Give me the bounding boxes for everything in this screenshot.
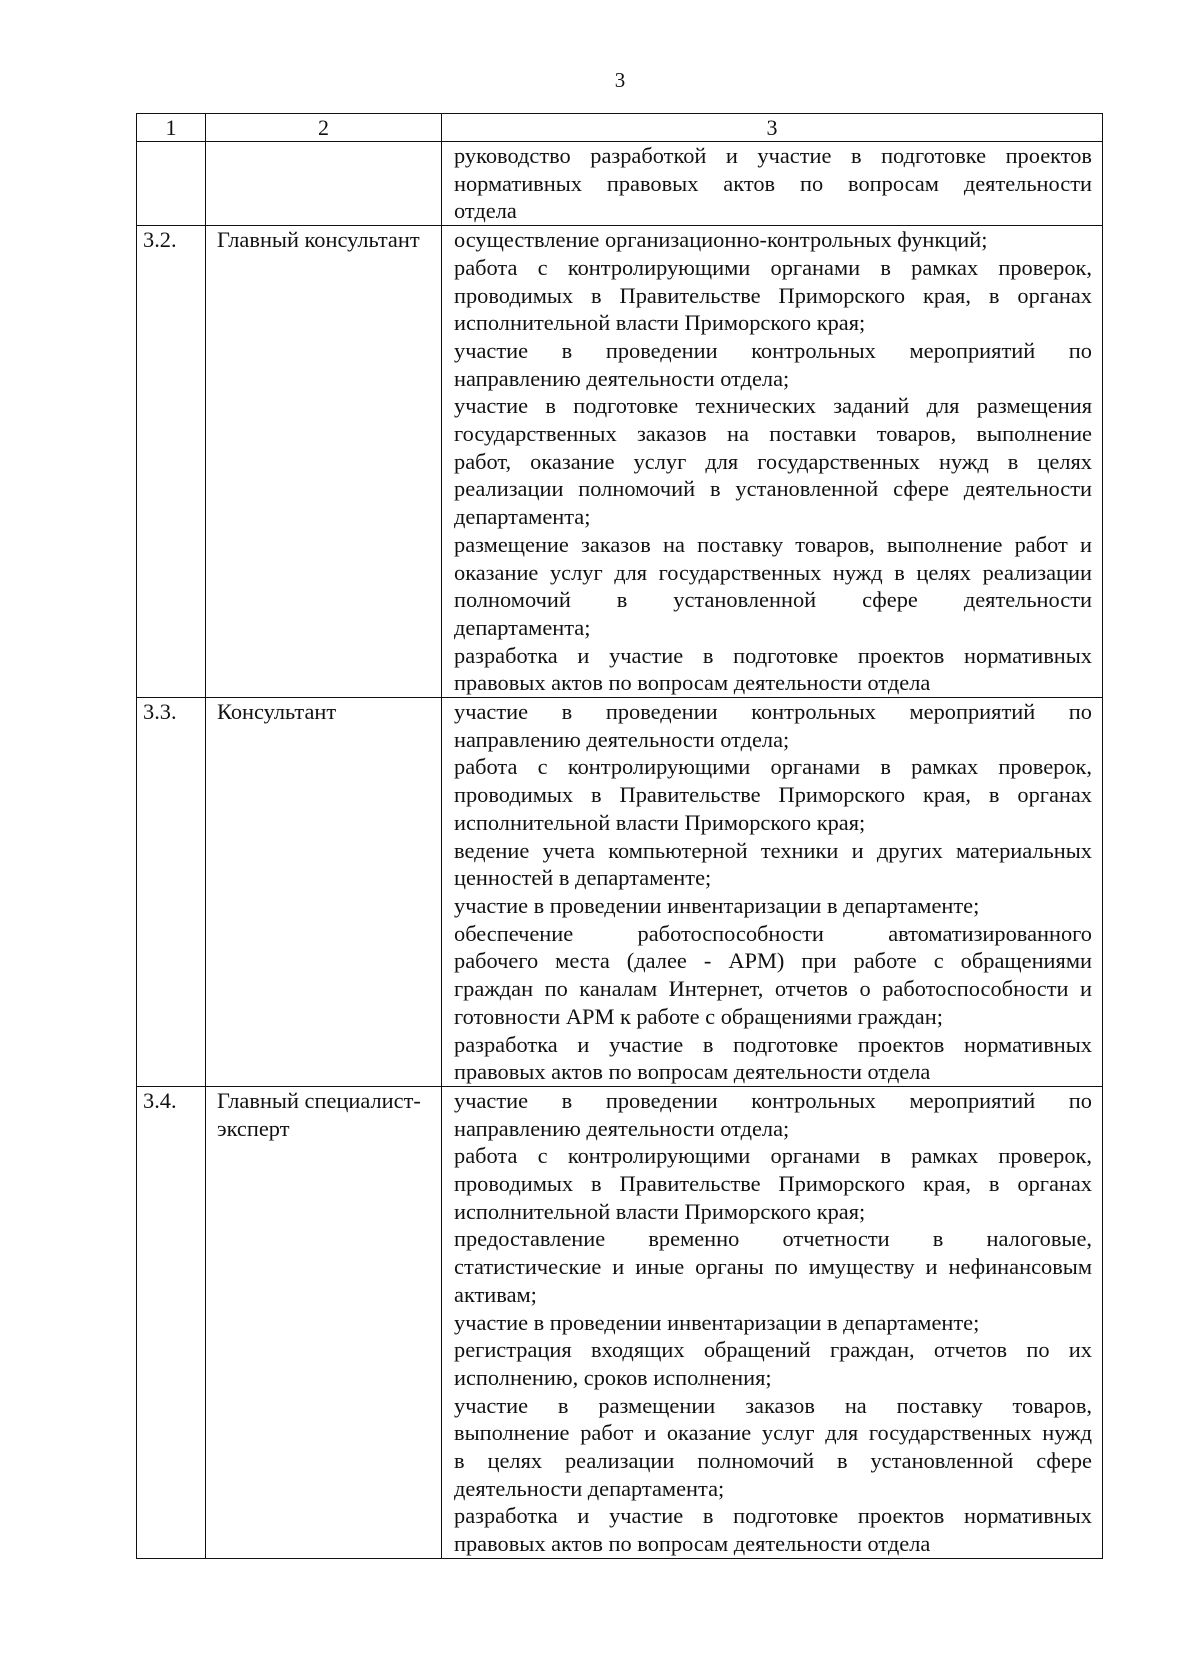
duty-line: исполнительной власти Приморского края; [454, 310, 866, 336]
row-number: 3.3. [137, 698, 206, 1087]
duty-line: отдела [454, 198, 517, 224]
table-row [137, 1086, 1103, 1558]
duties-description [442, 1086, 1103, 1558]
duty-line: рабочего места (далее - АРМ) при работе с обращениями [454, 948, 1092, 974]
duty-line: департамента; [454, 504, 591, 530]
duty-line: правовых актов по вопросам деятельности отдела [454, 1059, 931, 1085]
duty-line: участие в проведении инвентаризации в департаменте; [454, 892, 980, 918]
duties-table [136, 113, 1103, 1559]
duties-description [442, 226, 1103, 698]
duty-line: исполнительной власти Приморского края; [454, 809, 866, 835]
duty-line: участие в проведении контрольных мероприятий по [454, 699, 1092, 725]
duty-line: правовых актов по вопросам деятельности отдела [454, 1531, 931, 1557]
duty-line: статистические и иные органы по имуществу и нефинансовым [454, 1254, 1092, 1280]
duty-line: реализации полномочий в установленной сфере деятельности [454, 476, 1092, 502]
column-header-3: 3 [442, 114, 1103, 142]
duty-line: граждан по каналам Интернет, отчетов о работоспособности и [454, 976, 1092, 1002]
duty-line: исполнению, сроков исполнения; [454, 1364, 772, 1390]
duty-line: активам; [454, 1281, 537, 1307]
duty-line: проводимых в Правительстве Приморского края, в органах [454, 282, 1092, 308]
duty-line: правовых актов по вопросам деятельности отдела [454, 670, 931, 696]
duties-description [442, 698, 1103, 1087]
table-row [137, 226, 1103, 698]
table-row [137, 142, 1103, 226]
duty-line: руководство разработкой и участие в подготовке проектов [454, 143, 1092, 168]
duty-line: направлению деятельности отдела; [454, 1115, 790, 1141]
position-title: Консультант [206, 698, 442, 1087]
duty-line: регистрация входящих обращений граждан, отчетов по их [454, 1337, 1092, 1363]
table-header-row [137, 114, 1103, 142]
duty-line: государственных заказов на поставки товаров, выполнение [454, 421, 1092, 447]
duty-line: разработка и участие в подготовке проектов нормативных [454, 1031, 1092, 1057]
duty-line: нормативных правовых актов по вопросам деятельности [454, 170, 1092, 196]
duty-line: разработка и участие в подготовке проектов нормативных [454, 1503, 1092, 1529]
duty-line: участие в проведении инвентаризации в департаменте; [454, 1309, 980, 1335]
duties-description [442, 142, 1103, 226]
duty-line: в целях реализации полномочий в установленной сфере [454, 1448, 1092, 1474]
duty-line: оказание услуг для государственных нужд в целях реализации [454, 559, 1092, 585]
duty-line: полномочий в установленной сфере деятельности [454, 587, 1092, 613]
duty-line: осуществление организационно-контрольных функций; [454, 227, 988, 253]
position-title: Главный специалист-эксперт [206, 1086, 442, 1558]
duty-line: работа с контролирующими органами в рамках проверок, [454, 754, 1092, 780]
duty-line: обеспечение работоспособности автоматизированного [454, 920, 1092, 946]
row-number: 3.4. [137, 1086, 206, 1558]
duty-line: работа с контролирующими органами в рамках проверок, [454, 254, 1092, 280]
position-title: Главный консультант [206, 226, 442, 698]
duty-line: выполнение работ и оказание услуг для государственных нужд [454, 1420, 1092, 1446]
position-title [206, 142, 442, 226]
duty-line: направлению деятельности отдела; [454, 726, 790, 752]
duty-line: участие в размещении заказов на поставку товаров, [454, 1392, 1092, 1418]
duty-line: участие в проведении контрольных мероприятий по [454, 337, 1092, 363]
page-number: 3 [614, 68, 626, 92]
duty-line: направлению деятельности отдела; [454, 365, 790, 391]
duty-line: готовности АРМ к работе с обращениями граждан; [454, 1003, 943, 1029]
duty-line: участие в подготовке технических заданий для размещения [454, 393, 1092, 419]
duty-line: ценностей в департаменте; [454, 865, 712, 891]
row-number [137, 142, 206, 226]
duty-line: участие в проведении контрольных мероприятий по [454, 1087, 1092, 1113]
duty-line: ведение учета компьютерной техники и других материальных [454, 837, 1092, 863]
duty-line: предоставление временно отчетности в налоговые, [454, 1226, 1092, 1252]
duty-line: работа с контролирующими органами в рамках проверок, [454, 1143, 1092, 1169]
duty-line: разработка и участие в подготовке проектов нормативных [454, 642, 1092, 668]
duty-line: проводимых в Правительстве Приморского края, в органах [454, 1171, 1092, 1197]
duty-line: деятельности департамента; [454, 1475, 725, 1501]
duty-line: работ, оказание услуг для государственных нужд в целях [454, 448, 1092, 474]
row-number: 3.2. [137, 226, 206, 698]
column-header-1: 1 [137, 114, 206, 142]
table-row [137, 698, 1103, 1087]
duty-line: размещение заказов на поставку товаров, выполнение работ и [454, 531, 1092, 557]
duty-line: исполнительной власти Приморского края; [454, 1198, 866, 1224]
column-header-2: 2 [206, 114, 442, 142]
duty-line: проводимых в Правительстве Приморского края, в органах [454, 782, 1092, 808]
duty-line: департамента; [454, 614, 591, 640]
